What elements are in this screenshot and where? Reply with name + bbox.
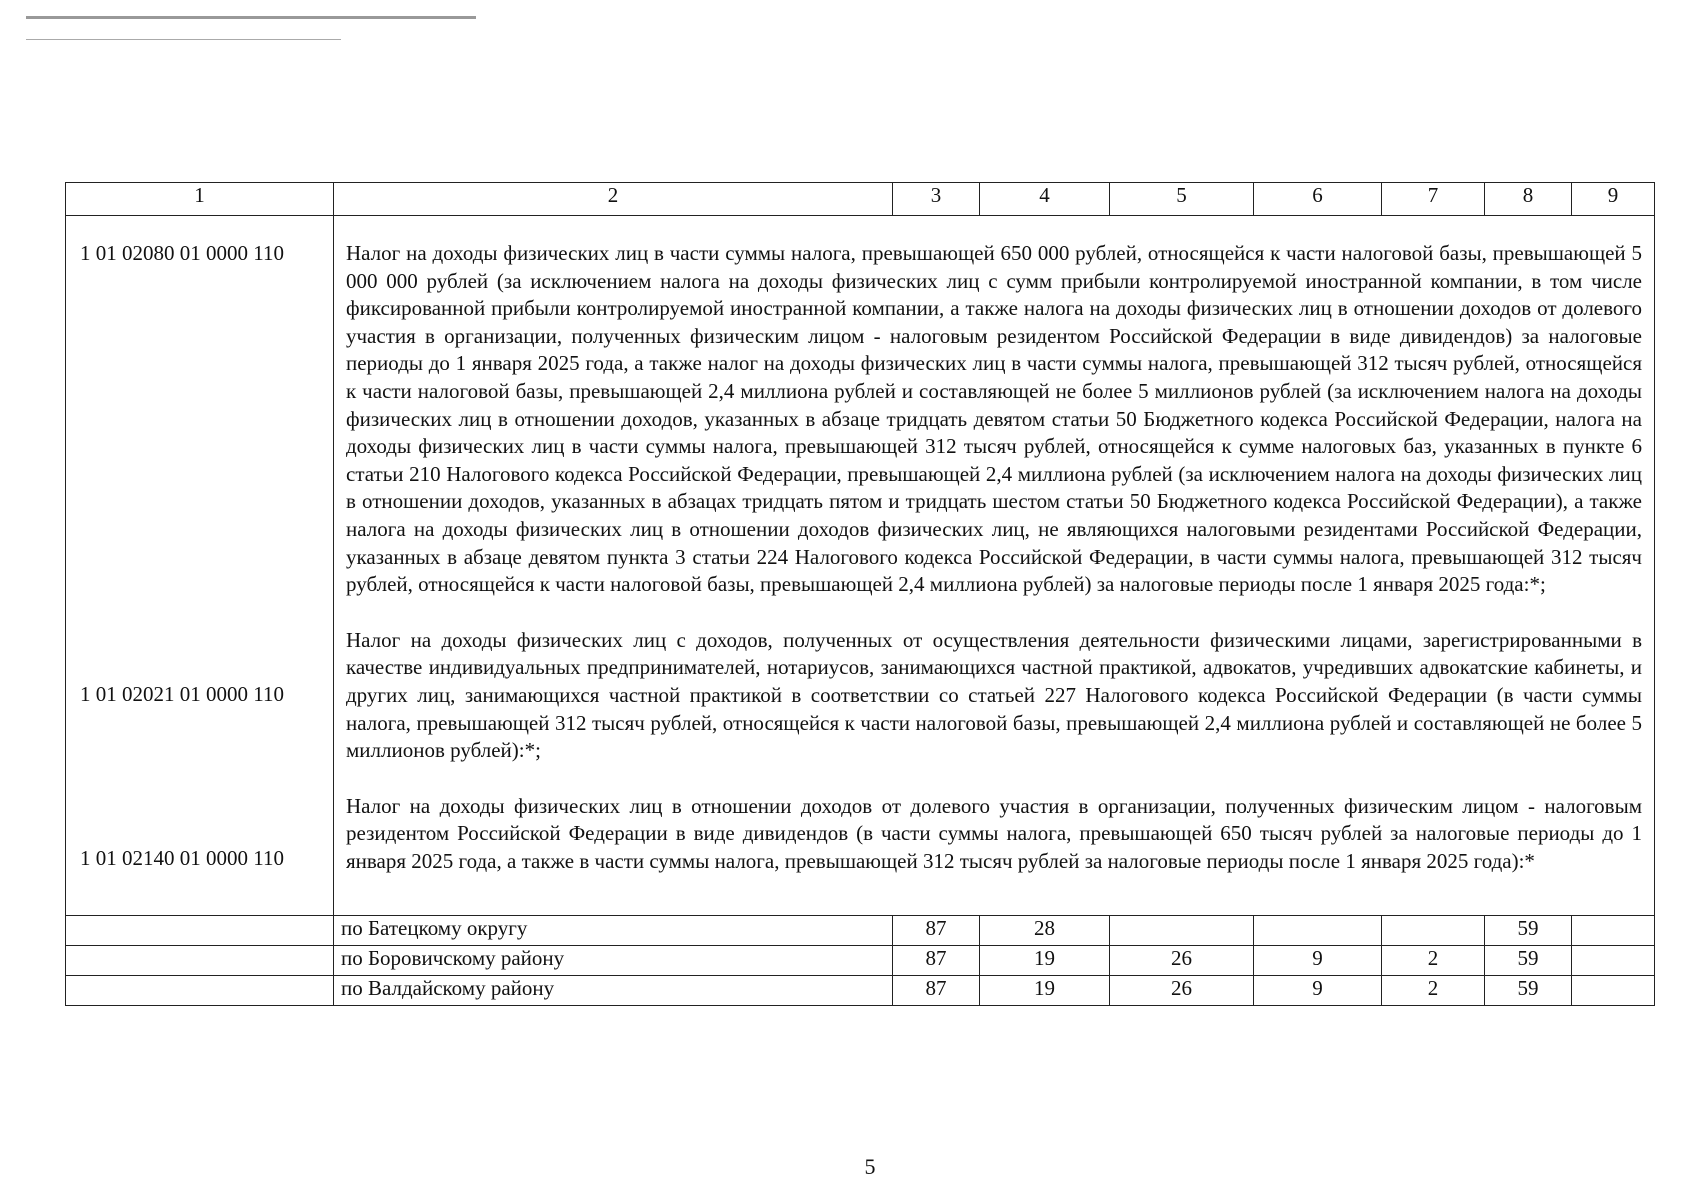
scan-artifact-line: [26, 16, 476, 19]
value-cell: 28: [980, 916, 1110, 946]
empty-code-cell: [66, 946, 334, 976]
column-header: 2: [334, 183, 893, 216]
value-cell: [1572, 946, 1655, 976]
page-number: 5: [864, 1154, 876, 1179]
district-label: по Валдайскому району: [334, 976, 893, 1006]
district-label: по Боровичскому району: [334, 946, 893, 976]
value-cell: 87: [893, 916, 980, 946]
value-cell: [1572, 916, 1655, 946]
district-row: [66, 916, 1655, 946]
scan-artifact-line: [26, 39, 341, 40]
value-cell: 19: [980, 976, 1110, 1006]
budget-classification-code: 1 01 02080 01 0000 110: [80, 241, 284, 265]
column-header: 1: [66, 183, 334, 216]
value-cell: 87: [893, 976, 980, 1006]
column-header: 7: [1382, 183, 1485, 216]
value-cell: [1382, 916, 1485, 946]
district-row: [66, 976, 1655, 1006]
value-cell: 59: [1485, 916, 1572, 946]
budget-classification-code: 1 01 02140 01 0000 110: [80, 846, 284, 870]
column-header: 8: [1485, 183, 1572, 216]
value-cell: 2: [1382, 976, 1485, 1006]
value-cell: 9: [1254, 946, 1382, 976]
column-header: 6: [1254, 183, 1382, 216]
empty-code-cell: [66, 976, 334, 1006]
tax-description-paragraph: Налог на доходы физических лиц в части суммы налога, превышающей 650 000 рублей, относящейся к части налоговой базы, превышающей 5 000 000 рублей (за исключением налога на доходы физических лиц с сумм прибыли контролируемой иностранной компании, в том числе фиксированной прибыли контролируемой иностранной компании, а также налога на доходы физических лиц в отношении доходов от долевого участия в организации, полученных физическим лицом - налоговым резидентом Российской Федерации в виде дивидендов) за налоговые периоды до 1 января 2025 года, а также налог на доходы физических лиц в части суммы налога, превышающей 312 тысяч рублей, относящейся к части налоговой базы, превышающей 2,4 миллиона рублей и составляющей не более 5 миллионов рублей (за исключением налога на доходы физических лиц в отношении доходов, указанных в абзаце тридцать девятом статьи 50 Бюджетного кодекса Российской Федерации, налога на доходы физических лиц в части суммы налога, превышающей 312 тысяч рублей, относящейся к сумме налоговых баз, указанных в пункте 6 статьи 210 Налогового кодекса Российской Федерации, превышающей 2,4 миллиона рублей (за исключением налога на доходы физических лиц в отношении доходов, указанных в абзацах тридцать пятом и тридцать шестом статьи 50 Бюджетного кодекса Российской Федерации), а также налога на доходы физических лиц в отношении доходов физических лиц, не являющихся налоговыми резидентами Российской Федерации, указанных в абзаце девятом пункта 3 статьи 224 Налогового кодекса Российской Федерации, в части суммы налога, превышающей 312 тысяч рублей, относящейся к части налоговой базы, превышающей 2,4 миллиона рублей) за налоговые периоды после 1 января 2025 года:*;: [346, 241, 1642, 597]
tax-description-paragraph: Налог на доходы физических лиц в отношении доходов от долевого участия в организации, полученных физическим лицом - налоговым резидентом Российской Федерации в виде дивидендов (в части суммы налога, превышающей 650 тысяч рублей за налоговые периоды до 1 января 2025 года, а также в части суммы налога, превышающей 312 тысяч рублей за налоговые периоды после 1 января 2025 года):*: [346, 793, 1642, 873]
budget-classification-code: 1 01 02021 01 0000 110: [80, 681, 284, 706]
value-cell: 59: [1485, 976, 1572, 1006]
value-cell: [1572, 976, 1655, 1006]
value-cell: 2: [1382, 946, 1485, 976]
budget-codes-cell: [66, 216, 334, 916]
tax-description-row: [66, 216, 1655, 916]
value-cell: 19: [980, 946, 1110, 976]
value-cell: 26: [1110, 946, 1254, 976]
value-cell: 87: [893, 946, 980, 976]
value-cell: [1254, 916, 1382, 946]
column-number-row: [66, 183, 1655, 216]
tax-distribution-table: [65, 182, 1655, 1006]
column-header: 9: [1572, 183, 1655, 216]
column-header: 4: [980, 183, 1110, 216]
empty-code-cell: [66, 916, 334, 946]
value-cell: [1110, 916, 1254, 946]
value-cell: 26: [1110, 976, 1254, 1006]
value-cell: 9: [1254, 976, 1382, 1006]
column-header: 3: [893, 183, 980, 216]
tax-description-paragraph: Налог на доходы физических лиц с доходов, полученных от осуществления деятельности физическими лицами, зарегистрированными в качестве индивидуальных предпринимателей, нотариусов, занимающихся частной практикой, адвокатов, учредивших адвокатские кабинеты, и других лиц, занимающихся частной практикой в соответствии со статьей 227 Налогового кодекса Российской Федерации (в части суммы налога, превышающей 312 тысяч рублей, относящейся к части налоговой базы, превышающей 2,4 миллиона рублей и составляющей не более 5 миллионов рублей):*;: [346, 627, 1642, 763]
district-label: по Батецкому округу: [334, 916, 893, 946]
district-row: [66, 946, 1655, 976]
tax-description-cell: [334, 216, 1655, 916]
value-cell: 59: [1485, 946, 1572, 976]
column-header: 5: [1110, 183, 1254, 216]
